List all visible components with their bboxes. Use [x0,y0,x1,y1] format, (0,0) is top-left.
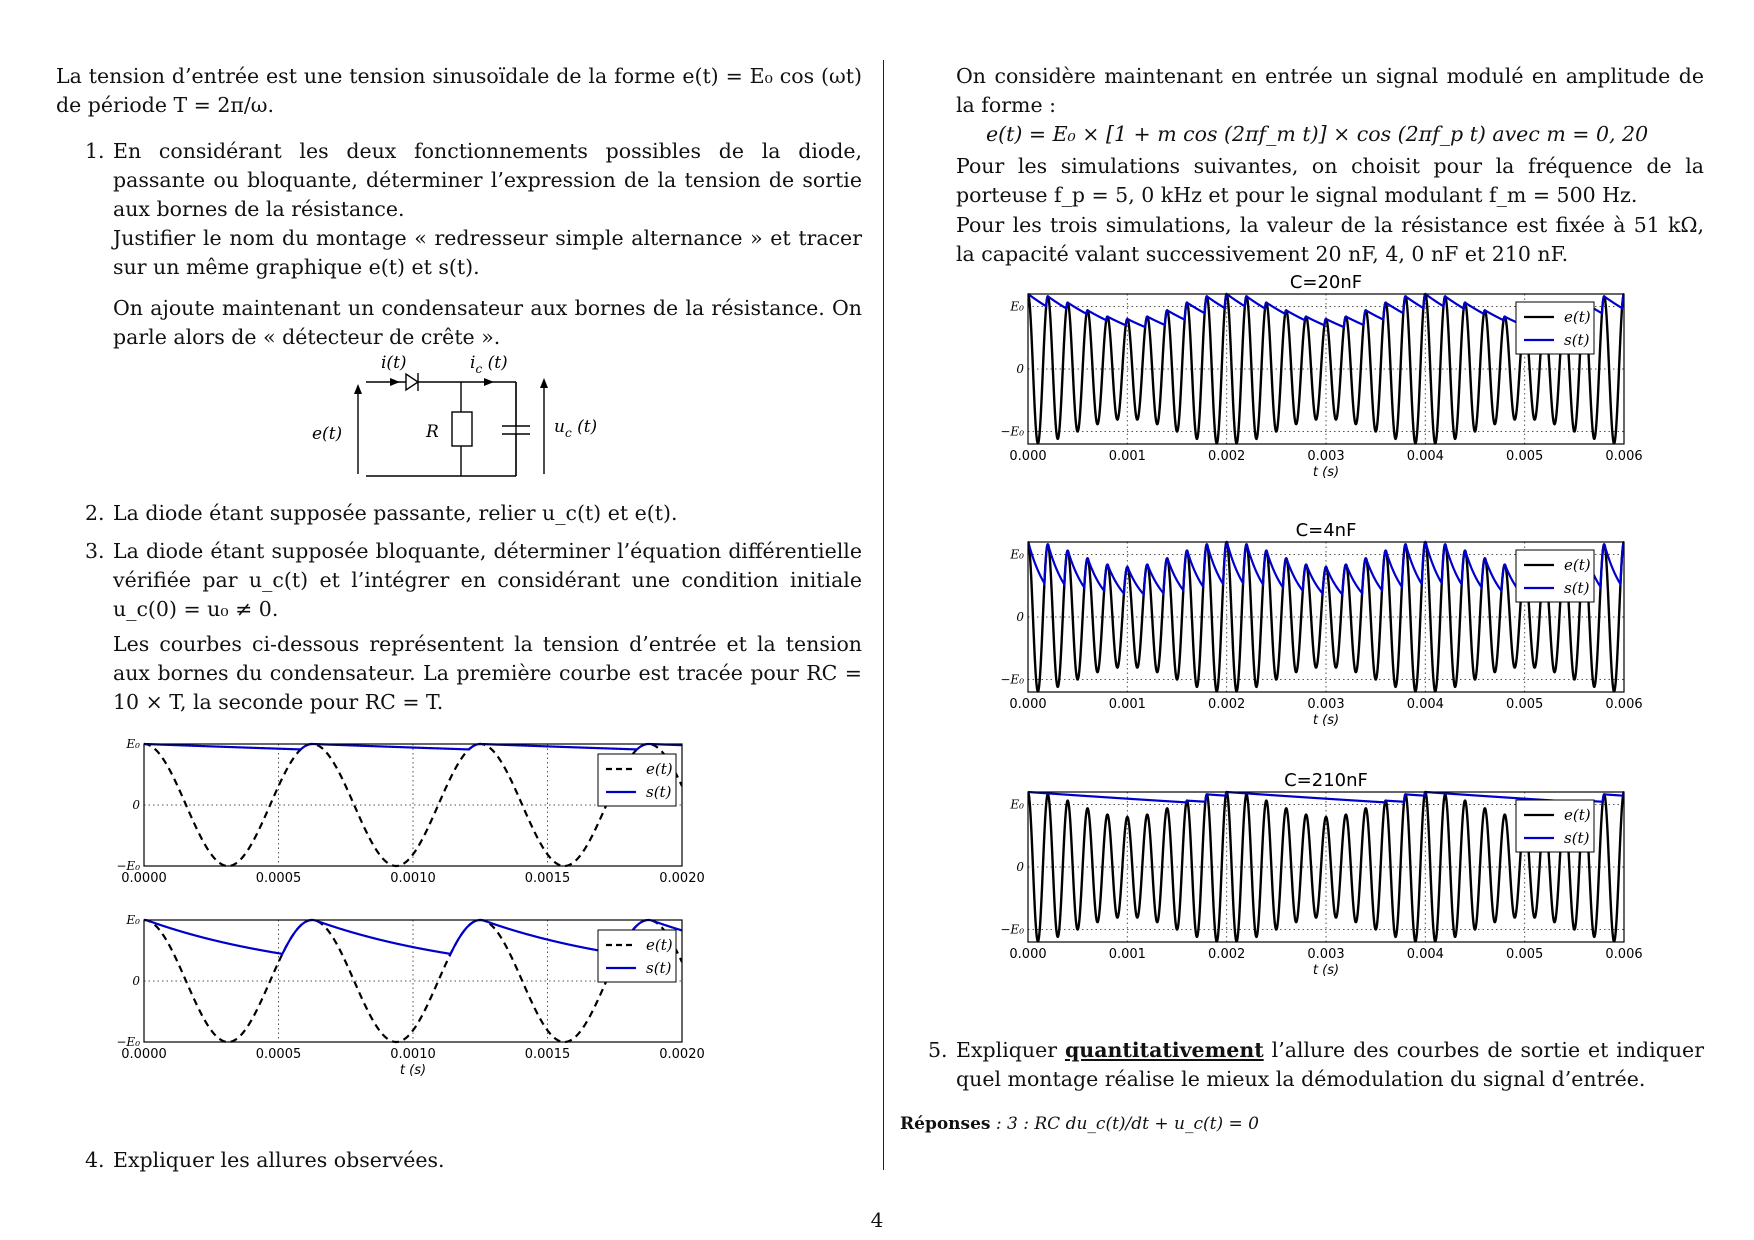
legend-entry: e(t) [1564,308,1591,326]
question-1-text-a: En considérant les deux fonctionnements possibles de la diode, passante ou bloquante, déterminer l’expression de la tension de sortie aux bornes de la résistance. [113,139,862,221]
peak-detector-circuit [306,346,666,482]
x-axis-label: t (s) [1312,963,1340,978]
circuit-label-i: i(t) [381,353,407,373]
chart-title: C=20nF [1289,272,1363,293]
question-4 [85,1146,862,1175]
question-5 [928,1036,1704,1094]
question-5-number: 5. [928,1038,948,1062]
circuit-label-ic: $i_c$ (t) [470,353,508,376]
y-tick-label: E₀ [1010,299,1024,314]
x-tick-label: 0.001 [1108,697,1146,712]
x-tick-label: 0.002 [1208,697,1246,712]
y-tick-label: E₀ [1010,547,1024,562]
x-tick-label: 0.000 [1009,697,1047,712]
legend-entry: s(t) [1564,331,1590,349]
x-tick-label: 0.0010 [390,1047,436,1062]
x-tick-label: 0.0010 [390,871,436,886]
x-axis-label: t (s) [1312,713,1340,728]
question-1-text-b: Justifier le nom du montage « redresseur simple alternance » et tracer sur un même graphique e(t) et s(t). [113,226,862,279]
legend-entry: e(t) [1564,806,1591,824]
y-tick-label: −E₀ [1000,672,1024,687]
column-divider [883,60,884,1170]
modulated-formula: e(t) = E₀ × [1 + m cos (2πf_m t)] × cos (2πf_p t) avec m = 0, 20 [986,122,1649,146]
x-tick-label: 0.0005 [255,1047,302,1062]
question-5-emphasis: quantitativement [1064,1038,1264,1062]
x-tick-label: 0.000 [1009,947,1047,962]
y-tick-label: 0 [1016,362,1024,376]
question-2-text: La diode étant supposée passante, relier u_c(t) et e(t). [113,501,678,525]
x-tick-label: 0.004 [1406,697,1444,712]
question-2-number: 2. [85,501,105,525]
x-tick-label: 0.006 [1605,697,1643,712]
chart-right-210nF [996,766,1643,1006]
question-3 [85,537,862,717]
x-axis-label: t (s) [1312,465,1340,480]
x-tick-label: 0.002 [1208,449,1246,464]
x-tick-label: 0.005 [1506,449,1544,464]
question-3-text-b: Les courbes ci-dessous représentent la tension d’entrée et la tension aux bornes du condensateur. La première courbe est tracée pour RC = 10 × T, la seconde pour RC = T. [113,632,862,714]
y-tick-label: E₀ [126,737,140,751]
answers-line: Réponses : 3 : RC du_c(t)/dt + u_c(t) = 0 [900,1114,1259,1134]
x-tick-label: 0.005 [1506,697,1544,712]
x-tick-label: 0.005 [1506,947,1544,962]
y-tick-label: −E₀ [116,1035,140,1049]
x-tick-label: 0.006 [1605,947,1643,962]
legend-entry: s(t) [646,783,672,801]
question-4-text: Expliquer les allures observées. [113,1148,445,1172]
y-tick-label: E₀ [1010,797,1024,812]
y-tick-label: −E₀ [1000,922,1024,937]
y-tick-label: E₀ [126,913,140,927]
circuit-label-uc: $u_c$ (t) [554,417,598,440]
right-intro-1: On considère maintenant en entrée un signal modulé en amplitude de la forme : [956,64,1704,117]
x-tick-label: 0.004 [1406,449,1444,464]
right-intro-3: Pour les trois simulations, la valeur de la résistance est fixée à 51 kΩ, la capacité valant successivement 20 nF, 4, 0 nF et 210 nF. [956,213,1704,266]
question-4-number: 4. [85,1148,105,1172]
legend-entry: s(t) [1564,829,1590,847]
x-tick-label: 0.0000 [121,1047,167,1062]
page-number: 4 [870,1208,884,1232]
question-1 [85,137,862,352]
chart-right-20nF [996,268,1643,508]
chart-title: C=4nF [1295,520,1357,541]
chart-title: C=210nF [1284,770,1368,791]
y-tick-label: 0 [132,974,140,988]
y-tick-label: −E₀ [116,859,140,873]
x-tick-label: 0.0000 [121,871,167,886]
y-tick-label: 0 [1016,610,1024,624]
x-tick-label: 0.003 [1307,697,1345,712]
legend-entry: e(t) [646,760,673,778]
question-3-text-a: La diode étant supposée bloquante, déterminer l’équation différentielle vérifiée par u_c(t) et l’intégrer en considérant une condition initiale u_c(0) = u₀ ≠ 0. [113,539,862,621]
circuit-label-e: e(t) [312,424,343,444]
x-tick-label: 0.000 [1009,449,1047,464]
x-tick-label: 0.001 [1108,947,1146,962]
legend-entry: s(t) [646,959,672,977]
question-2 [85,499,862,528]
x-tick-label: 0.006 [1605,449,1643,464]
x-tick-label: 0.0005 [255,871,302,886]
circuit-label-R: R [426,422,439,442]
x-tick-label: 0.003 [1307,449,1345,464]
chart-left-rcT [116,913,800,1106]
legend-entry: e(t) [646,936,673,954]
y-tick-label: −E₀ [1000,424,1024,439]
y-tick-label: 0 [132,798,140,812]
x-tick-label: 0.0015 [524,871,571,886]
x-tick-label: 0.0020 [659,1047,705,1062]
y-tick-label: 0 [1016,860,1024,874]
x-tick-label: 0.003 [1307,947,1345,962]
question-5-text: Expliquer quantitativement l’allure des courbes de sortie et indiquer quel montage réalise le mieux la démodulation du signal d’entrée. [956,1038,1704,1091]
chart-right-4nF [996,516,1643,756]
x-tick-label: 0.0020 [659,871,705,886]
right-intro-2: Pour les simulations suivantes, on choisit pour la fréquence de la porteuse f_p = 5, 0 kHz et pour le signal modulant f_m = 500 Hz. [956,154,1704,207]
chart-left-rc10T [116,737,800,910]
intro-paragraph: La tension d’entrée est une tension sinusoïdale de la forme e(t) = E₀ cos (ωt) de période T = 2π/ω. [56,64,862,117]
x-tick-label: 0.001 [1108,449,1146,464]
x-tick-label: 0.0015 [524,1047,571,1062]
x-tick-label: 0.002 [1208,947,1246,962]
legend-entry: e(t) [1564,556,1591,574]
legend-entry: s(t) [1564,579,1590,597]
question-1-text-c: On ajoute maintenant un condensateur aux bornes de la résistance. On parle alors de « détecteur de crête ». [113,296,862,349]
question-1-number: 1. [85,139,105,163]
x-tick-label: 0.004 [1406,947,1444,962]
question-3-number: 3. [85,539,105,563]
x-axis-label: t (s) [399,1063,427,1078]
